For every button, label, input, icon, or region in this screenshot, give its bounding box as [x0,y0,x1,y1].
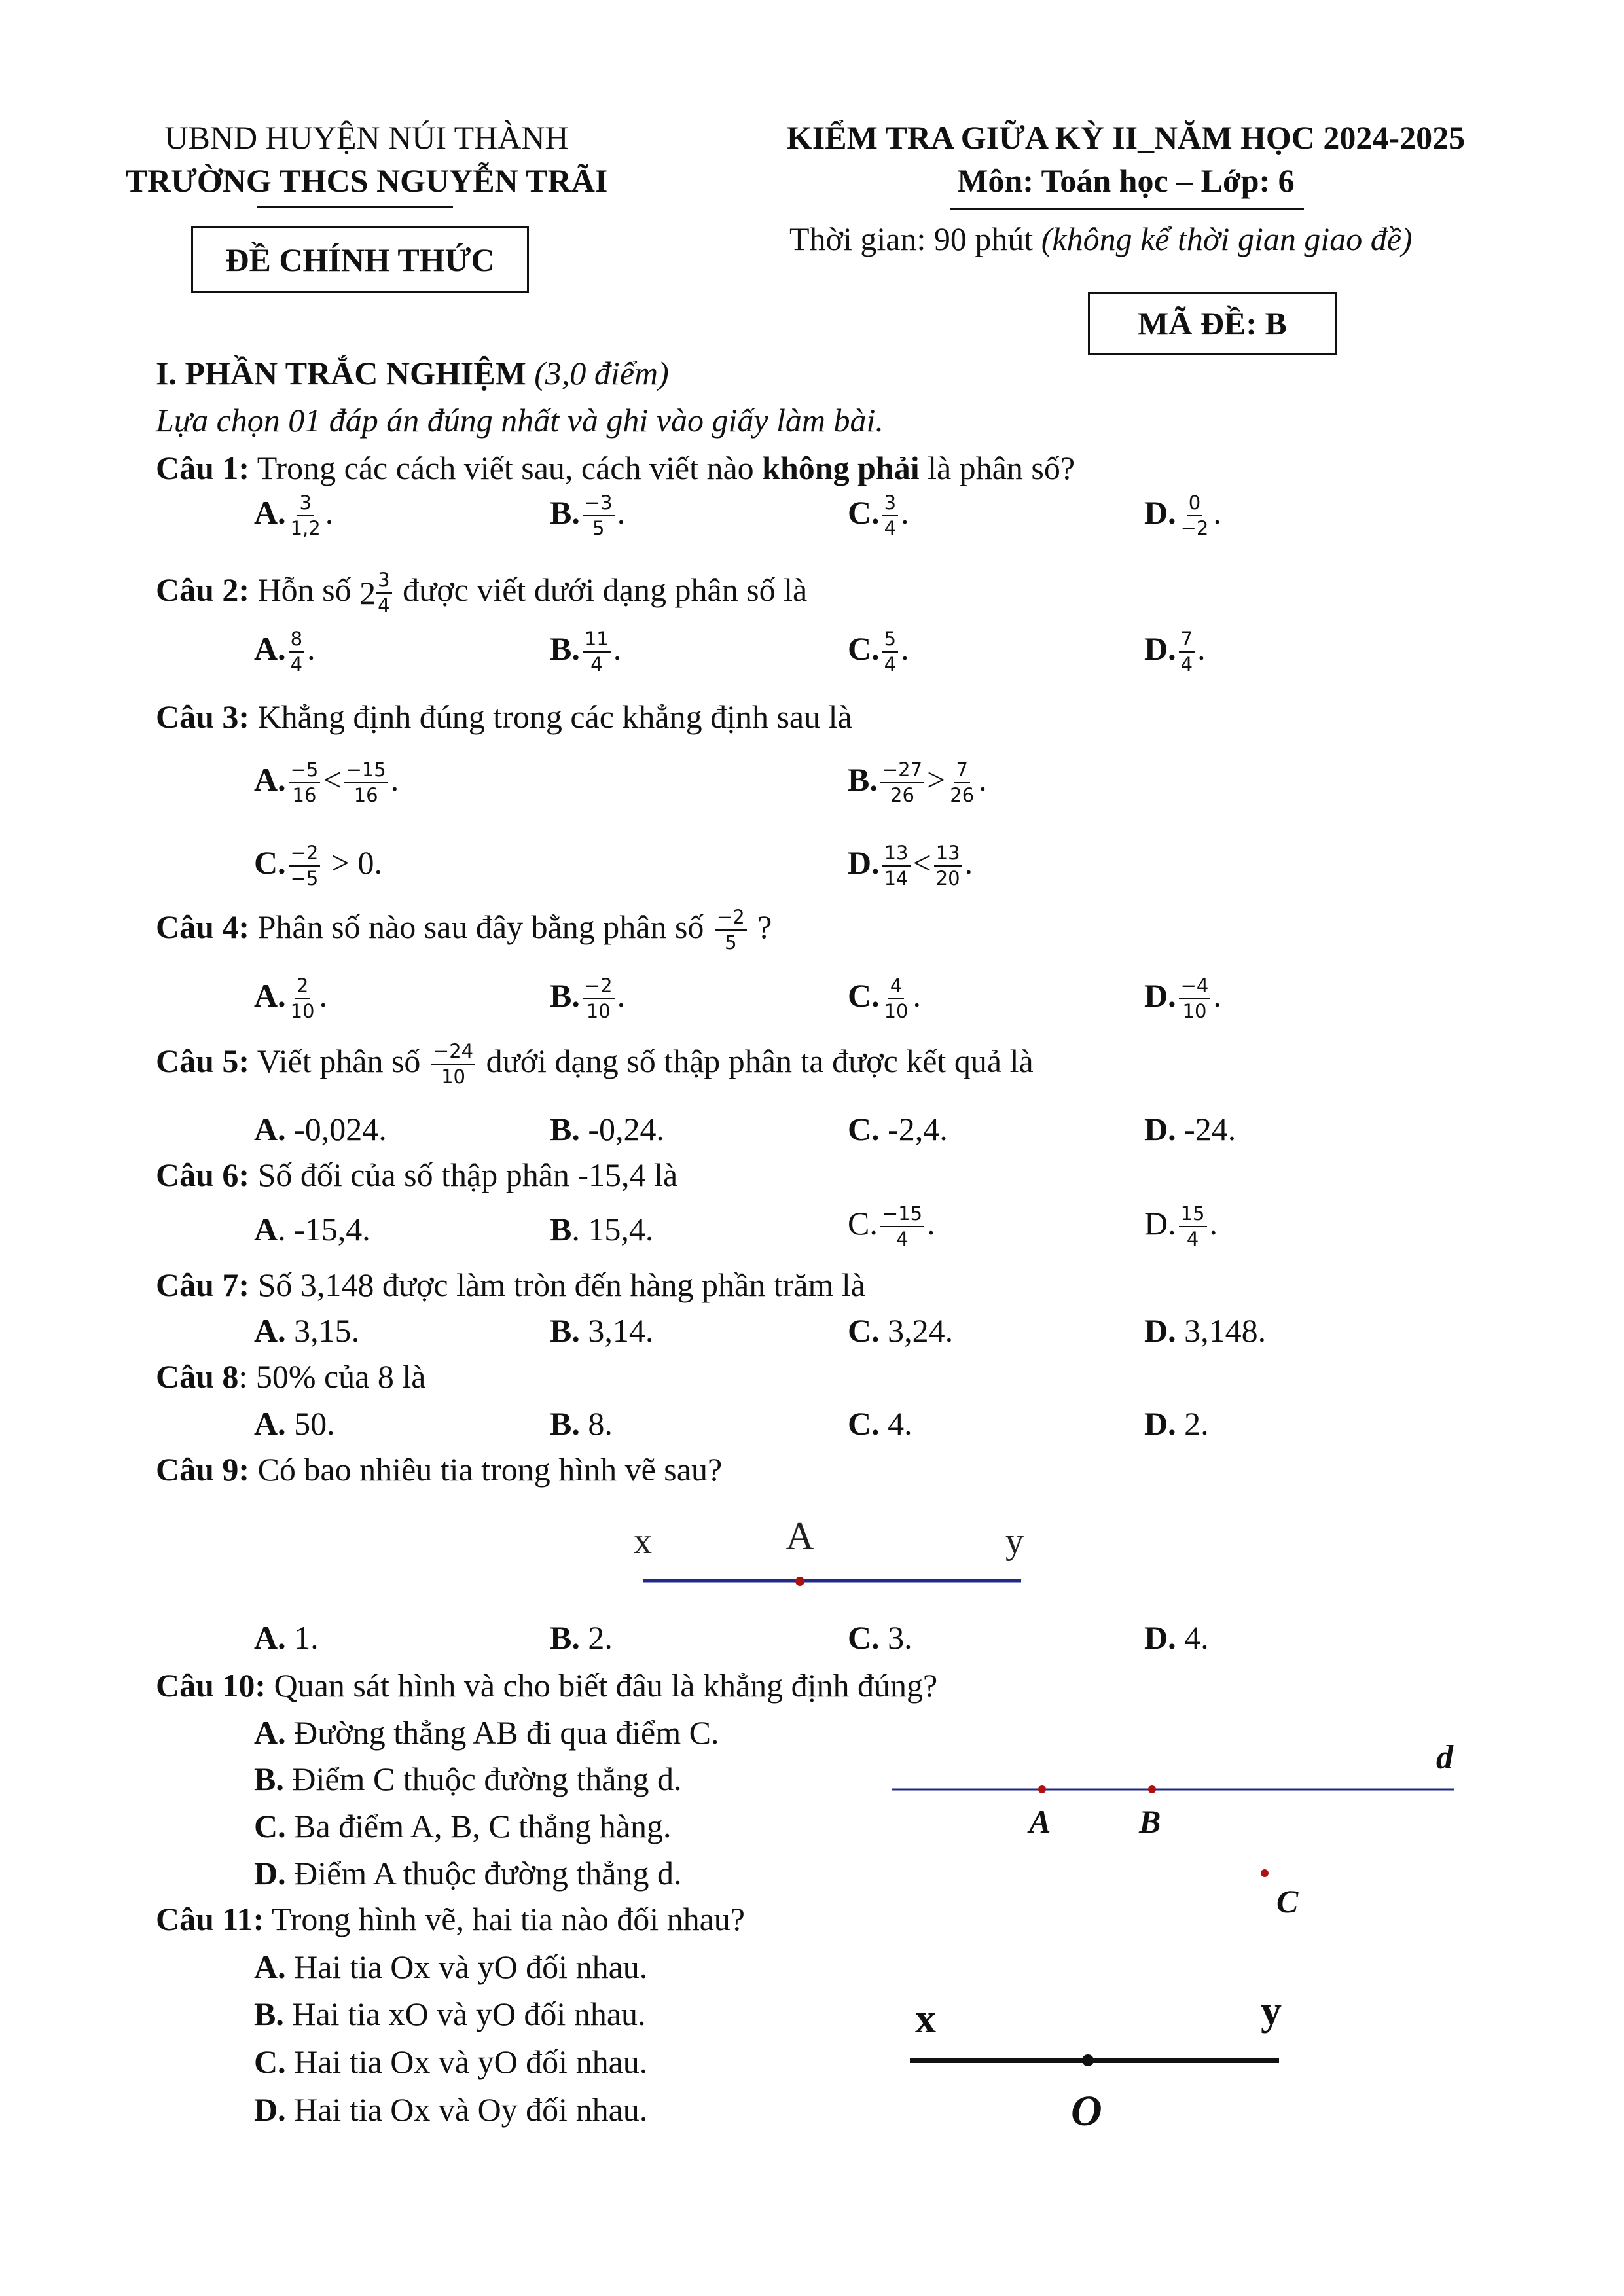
option-text: 3,14. [588,1312,654,1349]
fraction [289,842,321,890]
q10-text: Quan sát hình và cho biết đâu là khẳng định đúng? [274,1667,938,1704]
option-label: D. [1144,493,1176,531]
option-text: Hai tia xO và yO đối nhau. [292,1996,646,2032]
label-x: x [915,1995,936,2041]
q2-option-a[interactable]: A. $\frac{8}{4}$ . [254,628,316,676]
fraction [880,759,924,807]
question-10 [156,1666,937,1705]
numerator: 2 [295,975,310,999]
option-label: A. [254,1405,286,1442]
fraction [934,842,962,890]
fraction [431,1041,475,1088]
numerator: −24 [431,1041,475,1065]
section-title [156,353,669,393]
option-label: A. [254,1312,286,1349]
q7-option-d[interactable] [1144,1311,1266,1350]
q11-label: Câu 11: [156,1901,264,1937]
option-label: D. [1144,1204,1176,1242]
numerator: −15 [880,1203,924,1227]
fraction [376,569,391,617]
label-c: C [1276,1883,1299,1920]
point-b [1148,1785,1156,1793]
denominator: 5 [592,517,605,540]
q1-option-a[interactable]: A. $\frac{3}{1,2}$ . [254,492,334,540]
option-label: C. [848,977,880,1014]
option-text: -0,024. [294,1111,387,1147]
fraction [1179,1203,1207,1251]
q9-option-b[interactable] [550,1618,613,1657]
school-underline [257,206,453,208]
option-text: Ba điểm A, B, C thẳng hàng. [294,1808,672,1844]
option-label: B. [254,1996,284,2032]
option-text: 1. [294,1619,319,1656]
q4-text-a: Phân số nào sau đây bằng phân số [257,908,704,945]
numerator: 4 [888,975,904,999]
option-label: B. [848,761,878,798]
option-label: B. [550,493,580,531]
numerator: 11 [583,628,611,653]
option-text: 3,148. [1184,1312,1267,1349]
q4-option-b[interactable]: B. $\frac{-2}{10}$ . [550,975,626,1023]
option-text: Điểm A thuộc đường thẳng d. [294,1855,682,1892]
option-label: D. [848,844,880,881]
numerator: −2 [289,842,321,867]
fraction [289,975,317,1023]
question-5 [156,1041,1034,1088]
option-label: A. [254,1619,286,1656]
fraction [882,492,898,540]
denominator: 4 [590,653,603,676]
option-label: D. [1144,630,1176,667]
option-text: Hai tia Ox và yO đối nhau. [294,2043,648,2080]
denominator: 10 [441,1066,465,1088]
q9-option-a[interactable] [254,1618,319,1657]
time-note: (không kể thời gian giao đề) [1041,221,1413,257]
option-text: Điểm C thuộc đường thẳng d. [292,1761,682,1797]
subject-line: Môn: Toán học – Lớp: 6 [957,162,1295,199]
q10-option-b[interactable] [254,1759,682,1799]
q2-label: Câu 2: [156,571,250,608]
q7-label: Câu 7: [156,1266,250,1303]
q11-option-a[interactable] [254,1947,647,1986]
q6-option-d[interactable]: D. $\frac{15}{4}$ . [1144,1202,1218,1251]
option-text: 4. [888,1405,912,1442]
denominator: 20 [935,867,960,890]
q3-label: Câu 3: [156,698,250,735]
numerator: 3 [297,492,313,516]
q9-option-c[interactable] [848,1618,912,1657]
fraction [344,759,388,807]
question-3 [156,697,852,736]
q11-option-c[interactable] [254,2042,647,2081]
q4-option-a[interactable]: A. $\frac{2}{10}$ . [254,975,328,1023]
q1-text-a: Trong các cách viết sau, cách viết nào [257,450,754,486]
q3-option-a[interactable]: A. $\frac{-5}{16}$ < $\frac{-15}{16}$ . [254,759,399,807]
denominator: −2 [1180,517,1209,540]
q6-option-b[interactable] [550,1210,653,1249]
numerator: 5 [882,628,898,653]
header-right [733,118,1519,200]
denominator: 4 [378,594,390,617]
question-1 [156,448,1075,488]
option-label: C. [254,2043,286,2080]
denominator: 16 [353,784,378,807]
q11-option-d[interactable] [254,2090,647,2129]
q5-option-a[interactable] [254,1109,387,1149]
q8-text: : 50% của 8 là [238,1358,426,1395]
fraction [289,759,321,807]
q8-option-a[interactable] [254,1404,335,1443]
q7-option-c[interactable] [848,1311,953,1350]
q10-option-c[interactable] [254,1806,671,1846]
option-label: B. [550,1619,580,1656]
q9-label: Câu 9: [156,1451,250,1488]
option-label: D. [254,2091,286,2128]
label-x: x [634,1521,652,1562]
exam-title: KIỂM TRA GIỮA KỲ II_NĂM HỌC 2024-2025 [786,119,1466,156]
fraction [1179,492,1211,540]
q5-label: Câu 5: [156,1042,250,1079]
q4-option-c[interactable]: C. $\frac{4}{10}$ . [848,975,922,1023]
q10-option-a[interactable] [254,1713,719,1752]
numerator: −15 [344,759,388,783]
q11-figure [897,1973,1303,2144]
q9-option-d[interactable] [1144,1618,1209,1657]
fraction [882,628,898,676]
option-label: B. [254,1761,284,1797]
q6-option-a[interactable] [254,1210,370,1249]
option-text: Đường thẳng AB đi qua điểm C. [294,1714,719,1751]
numerator: 15 [1179,1203,1207,1227]
label-b: B [1139,1803,1161,1840]
option-text: Hai tia Ox và yO đối nhau. [294,1948,648,1985]
option-label: A. [254,630,286,667]
option-label: A. [254,761,286,798]
option-label: C. [848,1111,880,1147]
q2-option-b[interactable]: B. $\frac{11}{4}$ . [550,628,622,676]
numerator: −3 [583,492,615,516]
option-text: -2,4. [888,1111,948,1147]
q8-option-d[interactable] [1144,1404,1209,1443]
option-label: C. [254,1808,286,1844]
comparison-text: > 0. [331,844,383,881]
option-label: C. [848,493,880,531]
option-text: Hai tia Ox và Oy đối nhau. [294,2091,648,2128]
option-label: B. [550,1111,580,1147]
option-text: 3,15. [294,1312,360,1349]
q3-option-b[interactable]: B. $\frac{-27}{26}$ > $\frac{7}{26}$ . [848,759,987,807]
comparison-sign: < [323,761,342,798]
q2-option-d[interactable]: D. $\frac{7}{4}$ . [1144,628,1206,676]
option-label: D. [1144,977,1176,1014]
q1-option-b[interactable]: B. $\frac{-3}{5}$ . [550,492,626,540]
denominator: 10 [290,1000,315,1023]
question-11 [156,1899,745,1939]
q3-option-d[interactable]: D. $\frac{13}{14}$ < $\frac{13}{20}$ . [848,842,973,890]
subject-underline [950,208,1304,210]
point-a [795,1577,804,1586]
q1-label: Câu 1: [156,450,250,486]
option-label: C. [848,1312,880,1349]
option-text: 2. [1184,1405,1209,1442]
q6-label: Câu 6: [156,1157,250,1193]
fraction [583,628,611,676]
q10-label: Câu 10: [156,1667,266,1704]
fraction [1179,628,1195,676]
denominator: 4 [884,653,897,676]
denominator: 4 [1180,653,1193,676]
q7-option-b[interactable] [550,1311,653,1350]
q9-text: Có bao nhiêu tia trong hình vẽ sau? [257,1451,723,1488]
question-8 [156,1357,425,1396]
denominator: 4 [884,517,897,540]
option-label: A. [254,493,286,531]
question-6 [156,1155,677,1194]
option-text: 4. [1184,1619,1209,1656]
fraction [289,628,304,676]
option-text: 3,24. [888,1312,954,1349]
q5-option-c[interactable] [848,1109,948,1149]
option-label: A. [254,1714,286,1751]
numerator: −5 [289,759,321,783]
denominator: 10 [1182,1000,1207,1023]
option-label: D. [1144,1111,1176,1147]
label-y: y [1005,1521,1024,1562]
q2-text-b: được viết dưới dạng phân số là [403,571,808,608]
denominator: 10 [586,1000,611,1023]
section-instruction: Lựa chọn 01 đáp án đúng nhất và ghi vào giấy làm bài. [156,402,884,439]
numerator: 3 [376,569,391,594]
option-label: B. [550,630,580,667]
numerator: 3 [882,492,898,516]
q6-text: Số đối của số thập phân -15,4 là [257,1157,678,1193]
q4-label: Câu 4: [156,908,250,945]
option-text: 8. [588,1405,613,1442]
denominator: −5 [290,867,319,890]
comparison-sign: > [927,761,946,798]
q5-option-d[interactable] [1144,1109,1236,1149]
numerator: 0 [1187,492,1202,516]
denominator: 4 [896,1228,909,1251]
point-a [1038,1785,1046,1793]
fraction [289,492,323,540]
option-label: C. [848,1204,878,1242]
section-heading: I. PHẦN TRẮC NGHIỆM [156,355,526,391]
fraction [1179,975,1211,1023]
q4-text-b: ? [757,908,772,945]
q10-option-d[interactable] [254,1854,682,1893]
denominator: 4 [290,653,303,676]
comparison-sign: < [912,844,931,881]
q10-figure [890,1728,1466,1924]
q3-option-c[interactable] [254,842,382,890]
option-label: B [550,1211,572,1247]
q2-text-a: Hỗn số [257,571,352,608]
denominator: 16 [292,784,317,807]
option-label: A. [254,977,286,1014]
school-name: TRƯỜNG THCS NGUYỄN TRÃI [125,162,608,199]
q7-text: Số 3,148 được làm tròn đến hàng phần trăm là [257,1266,865,1303]
q4-option-d[interactable]: D. $\frac{-4}{10}$ . [1144,975,1221,1023]
q1-option-d[interactable]: D. $\frac{0}{-2}$ . [1144,492,1221,540]
q9-figure [628,1515,1034,1607]
denominator: 10 [884,1000,909,1023]
fraction [583,492,615,540]
option-label: C. [848,1405,880,1442]
fraction [948,759,976,807]
numerator: 7 [954,759,969,783]
q1-text-b: là phân số? [928,450,1075,486]
numerator: 13 [882,842,911,867]
q2-option-c[interactable]: C. $\frac{5}{4}$ . [848,628,909,676]
q5-text-b: dưới dạng số thập phân ta được kết quả là [486,1042,1034,1079]
q8-option-c[interactable] [848,1404,912,1443]
label-a: A [785,1515,814,1558]
question-2 [156,569,807,617]
option-label: B. [550,1312,580,1349]
option-label: C. [848,630,880,667]
q5-text-a: Viết phân số [257,1042,421,1079]
header-left [105,118,628,200]
numerator: 13 [934,842,962,867]
option-text: -0,24. [588,1111,665,1147]
label-a: A [1029,1803,1051,1840]
option-label: C. [254,844,286,881]
fraction [880,1203,924,1251]
denominator: 26 [890,784,914,807]
numerator: −2 [715,906,747,931]
option-label: A. [254,1948,286,1985]
point-c [1261,1869,1269,1877]
option-text: . 15,4. [571,1211,654,1247]
denominator: 26 [950,784,975,807]
numerator: −2 [583,975,615,999]
option-label: D. [1144,1312,1176,1349]
fraction [882,842,911,890]
option-label: D. [1144,1619,1176,1656]
label-d: d [1436,1739,1453,1776]
q11-option-b[interactable] [254,1994,646,2034]
q8-label: Câu 8 [156,1358,239,1395]
mixed-number [359,569,394,617]
option-text: 50. [294,1405,335,1442]
question-9 [156,1450,722,1489]
denominator: 14 [884,867,909,890]
time-line [789,219,1413,259]
exam-code-badge: MÃ ĐỀ: B [1088,292,1337,355]
numerator: −4 [1179,975,1211,999]
option-label: D. [1144,1405,1176,1442]
option-text: . -15,4. [278,1211,370,1247]
option-label: B. [550,1405,580,1442]
fraction [882,975,911,1023]
q8-option-b[interactable] [550,1404,613,1443]
denominator: 4 [1186,1228,1199,1251]
q1-text-bold: không phải [762,450,920,486]
q7-option-a[interactable] [254,1311,359,1350]
label-o: O [1071,2087,1102,2135]
q5-option-b[interactable] [550,1109,664,1149]
official-badge: ĐỀ CHÍNH THỨC [191,226,529,293]
whole-part: 2 [359,575,376,612]
q1-option-c[interactable]: C. $\frac{3}{4}$ . [848,492,909,540]
fraction [715,906,747,954]
option-text: 2. [588,1619,613,1656]
district-name: UBND HUYỆN NÚI THÀNH [164,119,569,156]
option-text: 3. [888,1619,912,1656]
label-y: y [1261,1987,1282,2034]
option-label: A. [254,1111,286,1147]
question-7 [156,1265,865,1304]
q11-text: Trong hình vẽ, hai tia nào đối nhau? [271,1901,745,1937]
option-label: D. [254,1855,286,1892]
option-label: B. [550,977,580,1014]
point-o [1082,2054,1094,2066]
time-prefix: Thời gian: 90 phút [789,221,1034,257]
numerator: −27 [880,759,924,783]
q6-option-c[interactable]: C. $\frac{-15}{4}$ . [848,1202,935,1251]
numerator: 8 [289,628,304,653]
denominator: 1,2 [290,517,321,540]
section-points: (3,0 điểm) [534,355,669,391]
option-label: C. [848,1619,880,1656]
option-text: -24. [1184,1111,1236,1147]
denominator: 5 [725,931,737,954]
option-label: A [254,1211,278,1247]
fraction [583,975,615,1023]
q3-text: Khẳng định đúng trong các khẳng định sau là [257,698,852,735]
question-4 [156,906,772,954]
numerator: 7 [1179,628,1195,653]
